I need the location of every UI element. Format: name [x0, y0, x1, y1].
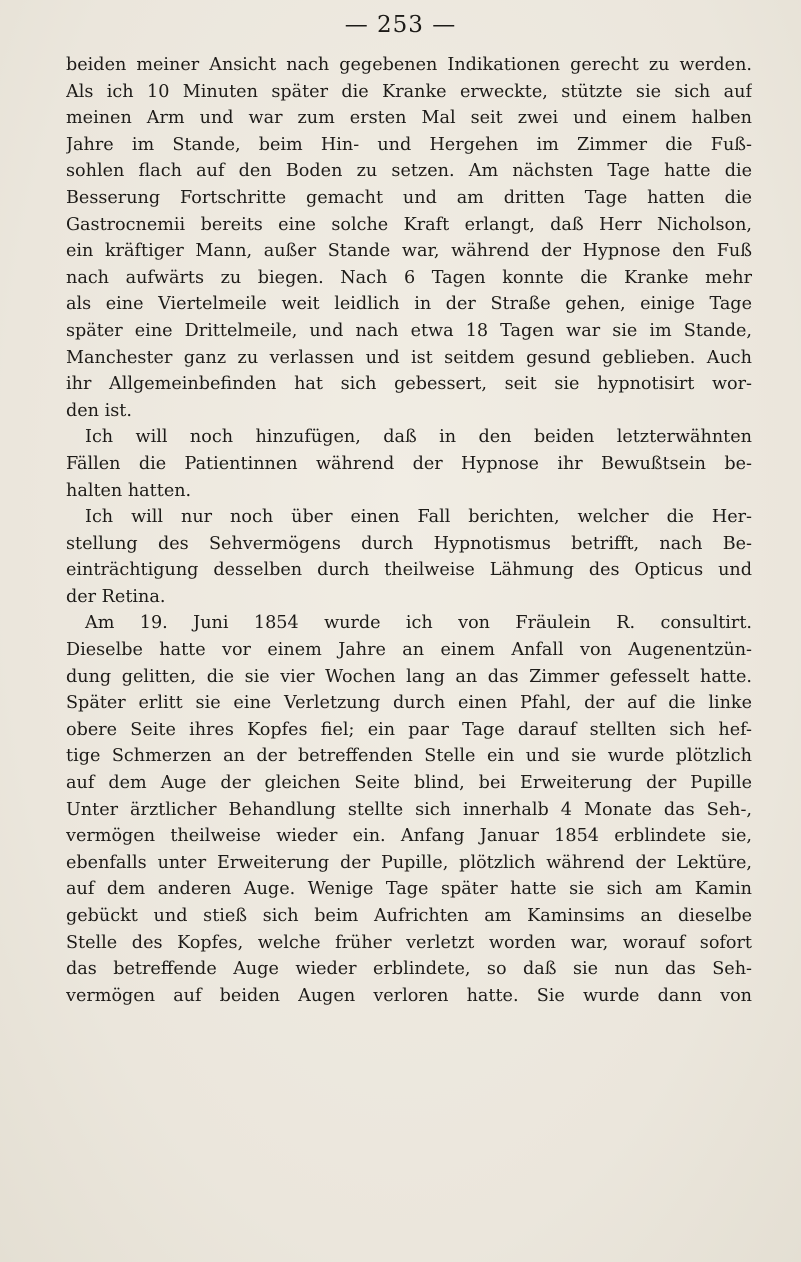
text-line: Als ich 10 Minuten später die Kranke erweckte, stützte sie sich auf: [66, 81, 752, 102]
text-line: ein kräftiger Mann, außer Stande war, während der Hypnose den Fuß: [66, 241, 752, 262]
text-line: Unter ärztlicher Behandlung stellte sich innerhalb 4 Monate das Seh-,: [66, 799, 752, 820]
text-line: Manchester ganz zu verlassen und ist seitdem gesund geblieben. Auch: [66, 347, 752, 368]
text-line: stellung des Sehvermögens durch Hypnotismus betrifft, nach Be-: [66, 533, 752, 554]
text-line: gebückt und stieß sich beim Aufrichten am Kaminsims an dieselbe: [66, 906, 752, 926]
text-line: später eine Drittelmeile, und nach etwa 18 Tagen war sie im Stande,: [66, 320, 752, 341]
text-line: Später erlitt sie eine Verletzung durch einen Pfahl, der auf die linke: [66, 693, 752, 714]
text-line: ebenfalls unter Erweiterung der Pupille, plötzlich während der Lektüre,: [66, 852, 752, 873]
text-line: Stelle des Kopfes, welche früher verletzt worden war, worauf sofort: [66, 932, 752, 953]
text-line: tige Schmerzen an der betreffenden Stelle ein und sie wurde plötzlich: [66, 746, 752, 767]
text-line: auf dem anderen Auge. Wenige Tage später hatte sie sich am Kamin: [66, 879, 752, 900]
text-line: der Retina.: [66, 586, 166, 607]
text-line: den ist.: [66, 400, 132, 421]
text-line: ihr Allgemeinbefinden hat sich gebessert, seit sie hypnotisirt wor-: [66, 374, 752, 395]
text-line: Dieselbe hatte vor einem Jahre an einem Anfall von Augenentzün-: [66, 640, 752, 661]
text-line: als eine Viertelmeile weit leidlich in der Straße gehen, einige Tage: [66, 294, 752, 315]
text-line: Ich will nur noch über einen Fall berichten, welcher die Her-: [85, 507, 752, 528]
text-line: obere Seite ihres Kopfes fiel; ein paar Tage darauf stellten sich hef-: [66, 719, 752, 740]
text-line: Besserung Fortschritte gemacht und am dritten Tage hatten die: [66, 187, 752, 208]
text-line: vermögen theilweise wieder ein. Anfang Januar 1854 erblindete sie,: [66, 826, 752, 847]
text-line: einträchtigung desselben durch theilweise Lähmung des Opticus und: [66, 560, 752, 581]
text-line: nach aufwärts zu biegen. Nach 6 Tagen konnte die Kranke mehr: [66, 267, 752, 288]
text-line: sohlen flach auf den Boden zu setzen. Am nächsten Tage hatte die: [66, 161, 752, 182]
text-line: Fällen die Patientinnen während der Hypnose ihr Bewußtsein be-: [66, 453, 752, 474]
text-line: Jahre im Stande, beim Hin- und Hergehen im Zimmer die Fuß-: [66, 134, 752, 155]
text-line: Am 19. Juni 1854 wurde ich von Fräulein R. consultirt.: [85, 613, 752, 634]
text-line: Gastrocnemii bereits eine solche Kraft erlangt, daß Herr Nicholson,: [66, 214, 752, 235]
text-line: das betreffende Auge wieder erblindete, so daß sie nun das Seh-: [66, 959, 752, 980]
text-line: Ich will noch hinzufügen, daß in den beiden letzterwähnten: [85, 427, 752, 448]
text-line: vermögen auf beiden Augen verloren hatte. Sie wurde dann von: [66, 985, 752, 1006]
text-line: dung gelitten, die sie vier Wochen lang an das Zimmer gefesselt hatte.: [66, 666, 752, 687]
text-line: halten hatten.: [66, 480, 192, 501]
text-line: beiden meiner Ansicht nach gegebenen Indikationen gerecht zu werden.: [66, 55, 752, 75]
text-line: auf dem Auge der gleichen Seite blind, bei Erweiterung der Pupille: [66, 773, 752, 794]
page-number: — 253 —: [344, 12, 457, 38]
body-text: [66, 52, 752, 1009]
text-line: meinen Arm und war zum ersten Mal seit zwei und einem halben: [66, 108, 752, 129]
